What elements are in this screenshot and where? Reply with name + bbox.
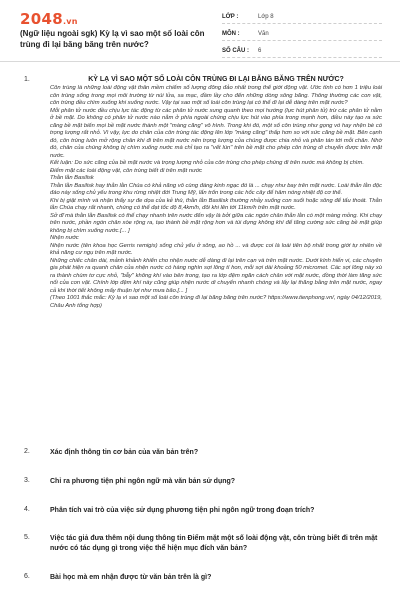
meta-row-class: [222, 10, 382, 24]
logo-text: 2048: [20, 10, 63, 28]
question-number: 2.: [24, 448, 30, 455]
question-5: [20, 534, 382, 553]
question-4: [20, 506, 382, 516]
question-number: 5.: [24, 534, 30, 541]
logo-suffix: .vn: [62, 17, 78, 26]
meta-key: MÔN :: [222, 30, 240, 37]
question-text: Chỉ ra phương tiện phi ngôn ngữ mà văn bản sử dụng?: [50, 478, 236, 485]
meta-value: 6: [258, 47, 262, 54]
meta-key: LỚP :: [222, 13, 239, 20]
passage-paragraph: Nhện nước: [50, 235, 79, 241]
document-title: (Ngữ liệu ngoài sgk) Kỳ lạ vì sao một số loài côn trùng đi lại băng băng trên nước?: [20, 29, 205, 49]
meta-row-subject: [222, 27, 382, 41]
passage: [50, 85, 382, 310]
passage-citation: (Theo 1001 thắc mắc: Kỳ lạ vì sao một số loài côn trùng đi lại băng băng trên nước? https://www.tienphong.vn/, ngày 04/12/2019, Châu Anh tổng hợp): [50, 295, 382, 309]
passage-title: KỲ LẠ VÌ SAO MỘT SỐ LOÀI CÔN TRÙNG ĐI LẠI BĂNG BĂNG TRÊN NƯỚC?: [88, 76, 344, 83]
question-6: [20, 573, 382, 583]
question-text: Xác định thông tin cơ bản của văn bản trên?: [50, 449, 199, 456]
passage-paragraph: Khi bị giật mình và nhận thấy sự đe dọa của kẻ thù, thằn lằn Basilisk thường nhảy xuống con suối hoặc sông để tẩu thoát. Thằn lằn Chúa chạy rất nhanh, chúng có thể đạt tốc độ 8,4km/h, đôi khi lên tới 11km/h trên mặt nước.: [50, 197, 382, 211]
passage-paragraph: Những chiếc chân dài, mảnh khảnh khiến cho nhện nước dễ dàng đi lại trên cạn và trên mặt nước. Dưới kính hiển vi, các chuyên gia phát hiện ra quanh chân của nhện nước có hàng nghìn sợi lông tí hon, mỗi sợi dài khoảng 50 micromet. Các sợi lông này xù ra thành chùm tơ cực nhỏ, "bẫy" không khí vào bên trong, tạo ra lớp đệm ngăn cách chân với mặt nước, đồng thời làm tăng sức nổi của con vật. Chính lớp đệm khí này cũng giúp nhện nước di chuyển nhanh chóng và lấy lại thăng bằng trên mặt nước, ngay cả khi thời tiết không mấy thuận lợi như mưa bão.[... ]: [50, 257, 382, 294]
question-text: Bài học mà em nhận được từ văn bản trên là gì?: [50, 574, 212, 581]
meta-row-count: [222, 44, 382, 58]
question-text: Việc tác giả đưa thêm nội dung thông tin Điểm mặt một số loài động vật, côn trùng biết đi trên mặt nước có tác dụng gì trong việc thể hiện mục đích văn bản?: [50, 535, 378, 552]
question-3: [20, 477, 382, 487]
question-number: 3.: [24, 477, 30, 484]
passage-paragraph: Điểm mặt các loài động vật, côn trùng biết đi trên mặt nước: [50, 167, 203, 174]
page-header: [0, 0, 400, 62]
meta-value: Văn: [258, 30, 269, 37]
passage-paragraph: Mỗi phân tử nước đều chịu lực tác động từ các phân tử nước xung quanh theo mọi hướng (lực hút phân tử) trừ các phân tử nằm ở bề mặt. Do không có phân tử nước nào nằm ở phía ngoài chúng chịu lực hút vào phía trong mạnh hơn, điều này tạo ra sức căng bề mặt biến mọi bề mặt nước thành một "màng căng" vô hình. Trong khi đó, một số côn trùng như gọng vó hay nhện bè có trọng lượng rất nhỏ. Vì vậy, lực do chân của côn trùng tác động lên lớp "màng căng" thấp hơn so với sức căng bề mặt. Bên cạnh đó, côn trùng luôn mở rộng chân khi đi trên mặt nước nên trọng lượng của chúng được chia nhỏ và phân tán tới mỗi chân. Nhờ đó, chân của chúng không bị chìm xuống nước mà chỉ tạo ra "vết lún" trên bề mặt cho phép côn trùng di chuyển được trên mặt nước.: [50, 107, 382, 159]
question-1-block: [20, 76, 382, 310]
question-number: 1.: [24, 76, 30, 83]
question-number: 4.: [24, 506, 30, 513]
passage-paragraph: Côn trùng là những loài động vật thân mềm chiếm số lượng đông đảo nhất trong thế giới động vật. Ước tính có hơn 1 triệu loài côn trùng sống trong mọi môi trường từ núi lửa, sa mạc, đầm lầy cho đến những dòng sông băng. Thông thường các con vật, côn trùng đều chìm xuống khi xuống nước. Vậy tại sao một số loài côn trùng lại có thể đi lại dễ dàng trên mặt nước?: [50, 85, 382, 106]
question-text: Phân tích vai trò của việc sử dụng phương tiện phi ngôn ngữ trong đoạn trích?: [50, 507, 315, 514]
question-2: [20, 448, 382, 458]
question-1: [20, 76, 382, 310]
site-logo[interactable]: [20, 10, 78, 28]
document-meta: [222, 10, 382, 61]
passage-paragraph: Thằn lằn Basilisk hay thằn lằn Chúa có khả năng vô cùng đáng kinh ngạc đó là ... chạy như bay trên mặt nước. Loài thằn lằn độc đáo này sống chủ yếu trong khu rừng nhiệt đới Trung Mỹ, lẩn trốn trong các hốc cây để hâm nóng nhiệt độ cơ thể.: [50, 182, 382, 196]
question-body: [50, 76, 382, 310]
question-number: 6.: [24, 573, 30, 580]
passage-paragraph: Nhện nước (tên khoa học Gerris remigis) sống chủ yếu ở sông, ao hồ ... và được coi là loài tiên bộ nhất trong giới tự nhiên về khả năng cư ngụ trên mặt nước.: [50, 242, 382, 256]
meta-key: SỐ CÂU :: [222, 47, 249, 54]
meta-value: Lớp 8: [258, 13, 274, 20]
passage-paragraph: Thằn lằn Basilisk: [50, 175, 94, 181]
passage-paragraph: Kết luận: Do sức căng của bề mặt nước và trọng lượng nhỏ của côn trùng cho phép chúng đi trên nước mà không bị chìm.: [50, 160, 364, 166]
passage-paragraph: Sở dĩ mà thằn lằn Basilisk có thể chạy nhanh trên nước đến vậy là bởi giữa các ngón chân thằn lằn có một màng mỏng. Khi chạy trên nước, phần ngón chân xòe rộng ra, tạo thành bề mặt rộng hơn và túi đựng không khí để tăng cường sức căng bề mặt giúp không bị chìm xuống nước.[... ]: [50, 212, 382, 234]
